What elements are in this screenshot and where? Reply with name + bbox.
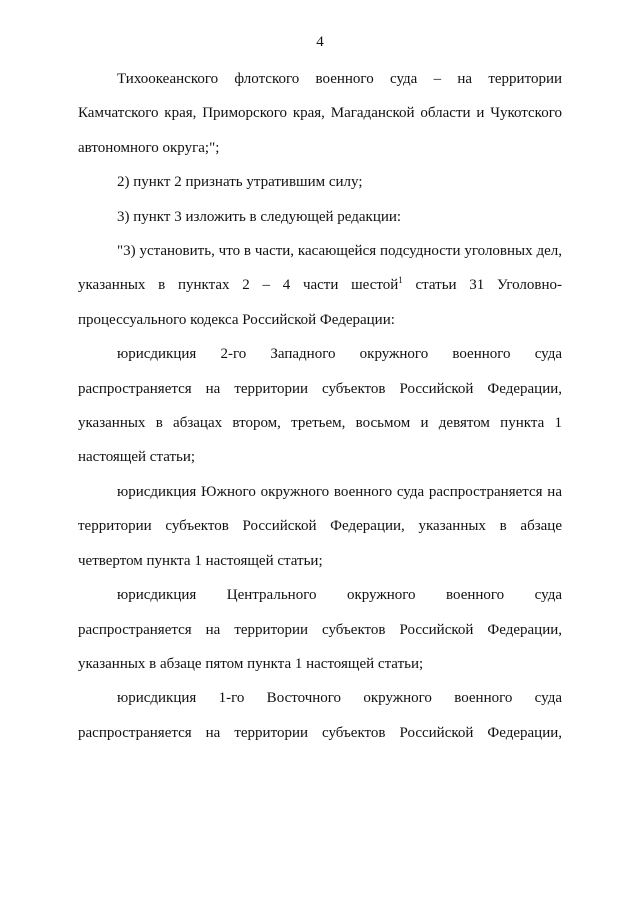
paragraph-southern-court: юрисдикция Южного окружного военного суда распространяется на территории субъектов Российской Федерации, указанных в абзаце четвертом пункта 1 настоящей статьи; — [78, 483, 562, 569]
paragraph-jurisdiction-intro — [78, 234, 562, 337]
page-number: 4 — [316, 34, 324, 50]
paragraph-item-2: 2) пункт 2 признать утратившим силу; — [117, 174, 363, 191]
paragraph-item-3: 3) пункт 3 изложить в следующей редакции: — [117, 208, 402, 225]
paragraph-1st-eastern-court: юрисдикция 1-го Восточного окружного военного суда распространяется на территории субъектов Российской Федерации, — [78, 690, 562, 741]
document-body — [78, 62, 562, 750]
paragraph-pacific-fleet-court: Тихоокеанского флотского военного суда – на территории Камчатского края, Приморского края, Магаданской области и Чукотского автономного округа;"; — [78, 71, 562, 156]
jurisdiction-intro-text: "3) установить, что в части, касающейся подсудности уголовных дел, указанных в пунктах 2 – 4 части шестой — [78, 243, 562, 294]
paragraph-2nd-western-court: юрисдикция 2-го Западного окружного военного суда распространяется на территории субъектов Российской Федерации, указанных в абзацах втором, третьем, восьмом и девятом пункта 1 настоящей статьи; — [78, 346, 562, 466]
paragraph-central-court: юрисдикция Центрального окружного военного суда распространяется на территории субъектов Российской Федерации, указанных в абзаце пятом пункта 1 настоящей статьи; — [78, 587, 562, 672]
footnote-marker: 1 — [398, 275, 403, 286]
jurisdiction-intro-text-end: статьи 31 Уголовно-процессуального кодекса Российской Федерации: — [78, 277, 563, 328]
